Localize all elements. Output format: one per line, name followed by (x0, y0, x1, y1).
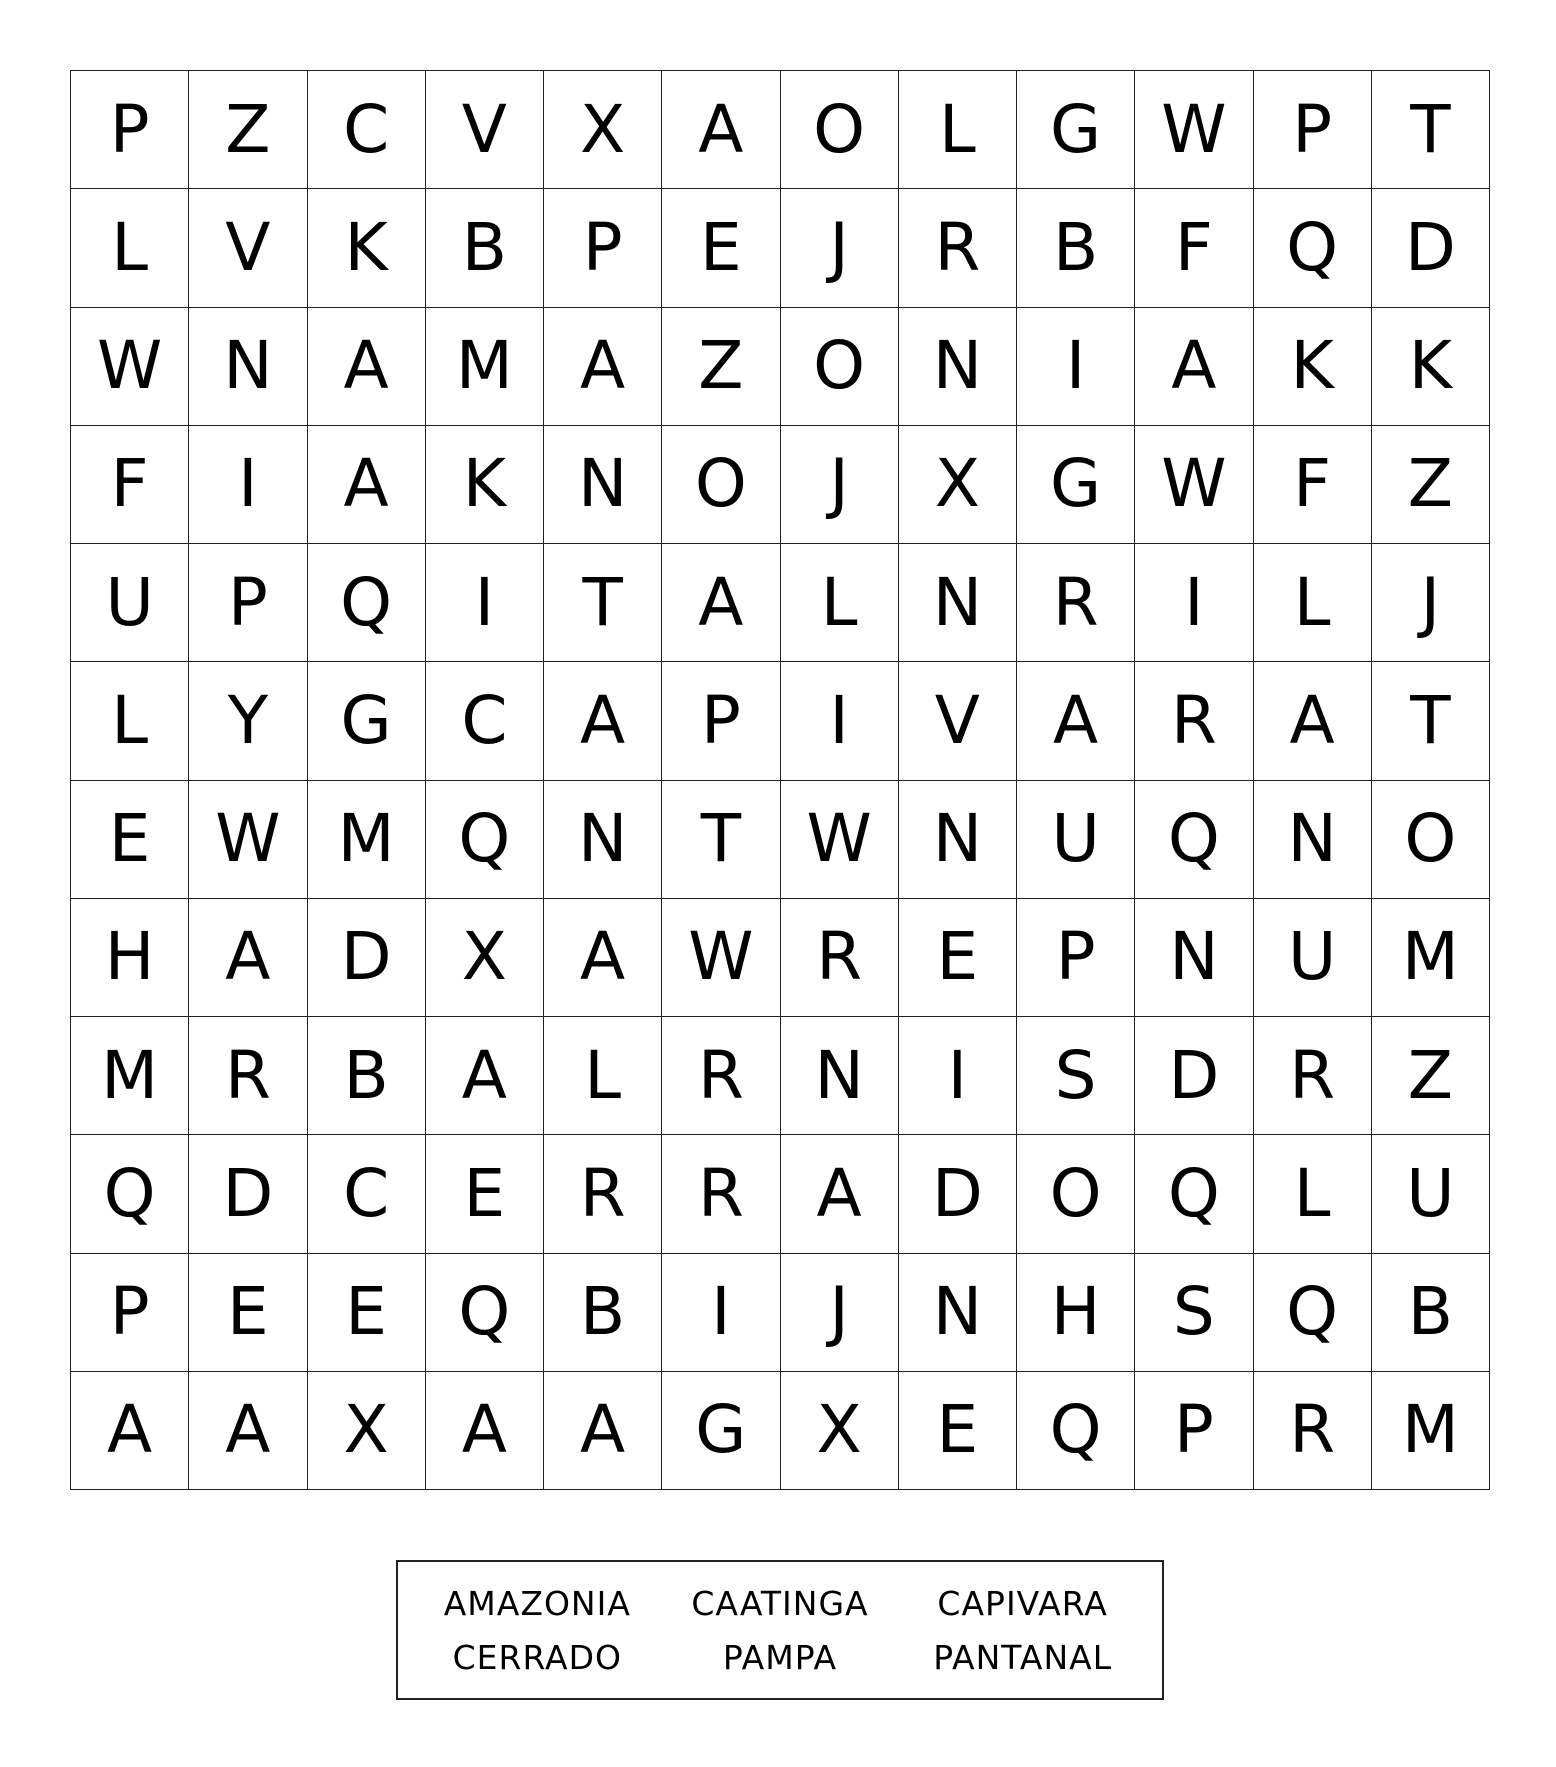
grid-cell[interactable]: Z (189, 71, 307, 189)
grid-cell[interactable]: N (544, 781, 662, 899)
letter-grid (70, 70, 1490, 1490)
grid-cell[interactable]: Q (1017, 1372, 1135, 1490)
grid-cell[interactable]: L (544, 1017, 662, 1135)
grid-cell[interactable]: S (1017, 1017, 1135, 1135)
word-list-box (396, 1560, 1164, 1700)
grid-cell[interactable]: O (1372, 781, 1490, 899)
grid-cell[interactable]: O (662, 426, 780, 544)
grid-cell[interactable]: Q (1135, 781, 1253, 899)
grid-cell[interactable]: M (308, 781, 426, 899)
grid-cell[interactable]: V (899, 662, 1017, 780)
grid-cell[interactable]: F (1254, 426, 1372, 544)
grid-cell[interactable]: L (1254, 544, 1372, 662)
grid-cell[interactable]: A (71, 1372, 189, 1490)
grid-cell[interactable]: Z (662, 308, 780, 426)
grid-cell[interactable]: Z (1372, 426, 1490, 544)
grid-cell[interactable]: D (1135, 1017, 1253, 1135)
grid-cell[interactable]: A (544, 662, 662, 780)
grid-cell[interactable]: E (899, 899, 1017, 1017)
grid-cell[interactable]: N (899, 1254, 1017, 1372)
word-list-item: CAATINGA (691, 1583, 869, 1623)
grid-cell[interactable]: N (899, 308, 1017, 426)
grid-cell[interactable]: R (1254, 1017, 1372, 1135)
grid-cell[interactable]: B (544, 1254, 662, 1372)
grid-cell[interactable]: T (544, 544, 662, 662)
grid-cell[interactable]: E (189, 1254, 307, 1372)
grid-cell[interactable]: L (71, 189, 189, 307)
grid-cell[interactable]: L (1254, 1135, 1372, 1253)
grid-cell[interactable]: A (662, 544, 780, 662)
grid-cell[interactable]: Q (426, 781, 544, 899)
grid-cell[interactable]: F (71, 426, 189, 544)
grid-cell[interactable]: G (1017, 426, 1135, 544)
grid-cell[interactable]: U (1254, 899, 1372, 1017)
grid-cell[interactable]: X (308, 1372, 426, 1490)
grid-cell[interactable]: G (1017, 71, 1135, 189)
grid-cell[interactable]: M (1372, 899, 1490, 1017)
grid-cell[interactable]: Q (1254, 1254, 1372, 1372)
grid-cell[interactable]: D (1372, 189, 1490, 307)
grid-cell[interactable]: A (1254, 662, 1372, 780)
grid-cell[interactable]: T (1372, 662, 1490, 780)
grid-cell[interactable]: I (189, 426, 307, 544)
grid-cell[interactable]: Q (71, 1135, 189, 1253)
grid-cell[interactable]: A (308, 426, 426, 544)
grid-cell[interactable]: O (1017, 1135, 1135, 1253)
grid-cell[interactable]: V (189, 189, 307, 307)
grid-cell[interactable]: O (781, 71, 899, 189)
grid-cell[interactable]: A (1135, 308, 1253, 426)
grid-cell[interactable]: J (781, 189, 899, 307)
grid-cell[interactable]: J (781, 426, 899, 544)
grid-cell[interactable]: A (1017, 662, 1135, 780)
grid-cell[interactable]: W (189, 781, 307, 899)
grid-cell[interactable]: R (189, 1017, 307, 1135)
grid-cell[interactable]: R (544, 1135, 662, 1253)
grid-cell[interactable]: P (1254, 71, 1372, 189)
word-list-item: PAMPA (722, 1637, 838, 1677)
grid-cell[interactable]: B (1017, 189, 1135, 307)
grid-cell[interactable]: E (71, 781, 189, 899)
grid-cell[interactable]: D (899, 1135, 1017, 1253)
grid-cell[interactable]: Q (308, 544, 426, 662)
grid-cell[interactable]: I (1017, 308, 1135, 426)
grid-cell[interactable]: B (426, 189, 544, 307)
grid-cell[interactable]: J (1372, 544, 1490, 662)
grid-cell[interactable]: B (308, 1017, 426, 1135)
grid-cell[interactable]: S (1135, 1254, 1253, 1372)
grid-cell[interactable]: W (1135, 71, 1253, 189)
grid-cell[interactable]: A (426, 1372, 544, 1490)
grid-cell[interactable]: A (781, 1135, 899, 1253)
word-list-item: CERRADO (452, 1637, 623, 1677)
grid-cell[interactable]: A (189, 899, 307, 1017)
grid-cell[interactable]: R (781, 899, 899, 1017)
grid-cell[interactable]: N (899, 544, 1017, 662)
grid-cell[interactable]: E (426, 1135, 544, 1253)
grid-cell[interactable]: T (1372, 71, 1490, 189)
grid-cell[interactable]: N (781, 1017, 899, 1135)
grid-cell[interactable]: V (426, 71, 544, 189)
grid-cell[interactable]: W (781, 781, 899, 899)
grid-cell[interactable]: W (71, 308, 189, 426)
grid-cell[interactable]: D (189, 1135, 307, 1253)
grid-cell[interactable]: X (781, 1372, 899, 1490)
grid-cell[interactable]: K (1254, 308, 1372, 426)
grid-cell[interactable]: P (71, 1254, 189, 1372)
grid-cell[interactable]: I (1135, 544, 1253, 662)
grid-cell[interactable]: C (308, 1135, 426, 1253)
grid-cell[interactable]: B (1372, 1254, 1490, 1372)
grid-cell[interactable]: P (189, 544, 307, 662)
grid-cell[interactable]: R (899, 189, 1017, 307)
grid-cell[interactable]: H (1017, 1254, 1135, 1372)
grid-cell[interactable]: A (544, 899, 662, 1017)
grid-cell[interactable]: A (308, 308, 426, 426)
word-list-item: PANTANAL (933, 1637, 1113, 1677)
grid-cell[interactable]: A (189, 1372, 307, 1490)
grid-cell[interactable]: R (1254, 1372, 1372, 1490)
grid-cell[interactable]: Y (189, 662, 307, 780)
grid-cell[interactable]: P (1135, 1372, 1253, 1490)
word-list-item: CAPIVARA (937, 1583, 1108, 1623)
grid-cell[interactable]: D (308, 899, 426, 1017)
grid-cell[interactable]: K (426, 426, 544, 544)
grid-cell[interactable]: K (308, 189, 426, 307)
grid-cell[interactable]: I (426, 544, 544, 662)
grid-cell[interactable]: G (308, 662, 426, 780)
grid-cell[interactable]: X (426, 899, 544, 1017)
grid-cell[interactable]: N (1254, 781, 1372, 899)
grid-cell[interactable]: A (544, 1372, 662, 1490)
grid-cell[interactable]: X (899, 426, 1017, 544)
grid-cell[interactable]: R (1135, 662, 1253, 780)
grid-cell[interactable]: C (426, 662, 544, 780)
grid-cell[interactable]: L (899, 71, 1017, 189)
grid-cell[interactable]: W (1135, 426, 1253, 544)
grid-cell[interactable]: I (781, 662, 899, 780)
grid-cell[interactable]: P (1017, 899, 1135, 1017)
grid-cell[interactable]: C (308, 71, 426, 189)
grid-cell[interactable]: R (662, 1135, 780, 1253)
grid-cell[interactable]: Q (1254, 189, 1372, 307)
grid-cell[interactable]: I (899, 1017, 1017, 1135)
grid-cell[interactable]: A (426, 1017, 544, 1135)
grid-cell[interactable]: W (662, 899, 780, 1017)
grid-cell[interactable]: O (781, 308, 899, 426)
grid-cell[interactable]: P (544, 189, 662, 307)
grid-cell[interactable]: M (71, 1017, 189, 1135)
grid-cell[interactable]: P (71, 71, 189, 189)
grid-cell[interactable]: R (662, 1017, 780, 1135)
grid-cell[interactable]: A (662, 71, 780, 189)
grid-cell[interactable]: E (308, 1254, 426, 1372)
grid-cell[interactable]: A (544, 308, 662, 426)
grid-cell[interactable]: N (1135, 899, 1253, 1017)
grid-cell[interactable]: X (544, 71, 662, 189)
grid-cell[interactable]: L (71, 662, 189, 780)
grid-cell[interactable]: M (1372, 1372, 1490, 1490)
grid-cell[interactable]: N (544, 426, 662, 544)
grid-cell[interactable]: Q (426, 1254, 544, 1372)
grid-cell[interactable]: Q (1135, 1135, 1253, 1253)
grid-cell[interactable]: U (1017, 781, 1135, 899)
grid-cell[interactable]: F (1135, 189, 1253, 307)
grid-cell[interactable]: Z (1372, 1017, 1490, 1135)
grid-cell[interactable]: H (71, 899, 189, 1017)
grid-cell[interactable]: J (781, 1254, 899, 1372)
grid-cell[interactable]: U (1372, 1135, 1490, 1253)
grid-cell[interactable]: E (899, 1372, 1017, 1490)
grid-cell[interactable]: M (426, 308, 544, 426)
grid-cell[interactable]: L (781, 544, 899, 662)
grid-cell[interactable]: U (71, 544, 189, 662)
grid-cell[interactable]: I (662, 1254, 780, 1372)
grid-cell[interactable]: P (662, 662, 780, 780)
word-list-item: AMAZONIA (443, 1583, 631, 1623)
grid-cell[interactable]: T (662, 781, 780, 899)
grid-cell[interactable]: R (1017, 544, 1135, 662)
grid-cell[interactable]: E (662, 189, 780, 307)
grid-cell[interactable]: N (899, 781, 1017, 899)
grid-cell[interactable]: G (662, 1372, 780, 1490)
grid-cell[interactable]: N (189, 308, 307, 426)
grid-cell[interactable]: K (1372, 308, 1490, 426)
